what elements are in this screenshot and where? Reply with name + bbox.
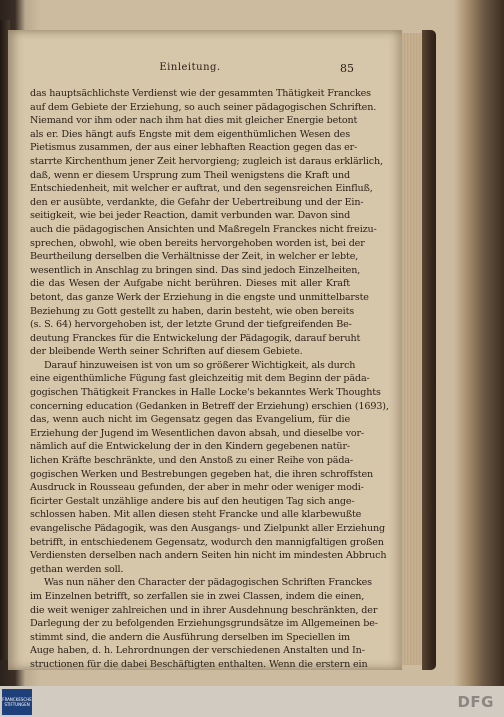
text-line: auch die pädagogischen Ansichten und Maßregeln Franckes nicht freizu- — [30, 223, 377, 235]
library-logo-line: STIFTUNGEN — [4, 702, 30, 707]
text-line: Entschiedenheit, mit welcher er auftrat, und den segensreichen Einfluß, — [30, 183, 373, 195]
library-logo — [2, 689, 32, 715]
text-line: eine eigenthümliche Fügung fast gleichzeitig mit dem Beginn der päda- — [30, 373, 370, 385]
page-number: 85 — [340, 62, 354, 75]
text-line: im Einzelnen betrifft, so zerfallen sie in zwei Classen, indem die einen, — [30, 590, 365, 602]
text-line: das, wenn auch nicht im Gegensatz gegen das Evangelium, für die — [30, 414, 350, 426]
text-line: stimmt sind, die andern die Ausführung derselben im Speciellen im — [30, 631, 350, 643]
body-text — [30, 87, 389, 672]
text-line: seitigkeit, wie bei jeder Reaction, damit verbunden war. Davon sind — [30, 210, 351, 222]
text-line: als er. Dies hängt aufs Engste mit dem eigenthümlichen Wesen des — [30, 128, 350, 140]
text-line: Pietismus zusammen, der aus einer lebhaften Reaction gegen das er- — [30, 142, 358, 154]
text-line: (s. S. 64) hervorgehoben ist, der letzte Grund der tiefgreifenden Be- — [30, 319, 352, 331]
text-line: nämlich auf die Entwickelung der in den Kindern gegebenen natür- — [30, 441, 350, 453]
text-line: Ausdruck in Rousseau gefunden, der aber in mehr oder weniger modi- — [30, 482, 364, 494]
text-line: sprechen, obwohl, wie oben bereits hervorgehoben worden ist, bei der — [30, 237, 365, 249]
text-line: betrifft, in entschiedenem Gegensatz, wodurch den mannigfaltigen großen — [30, 536, 384, 548]
text-line: Darlegung der zu befolgenden Erziehungsgrundsätze im Allgemeinen be- — [30, 618, 378, 630]
text-line: betont, das ganze Werk der Erziehung in die engste und unmittelbarste — [30, 291, 369, 303]
text-line: Niemand vor ihm oder nach ihm hat dies mit gleicher Energie betont — [30, 115, 358, 127]
text-line: ficirter Gestalt unzählige andere bis auf den heutigen Tag sich ange- — [30, 495, 355, 507]
text-line: Beurtheilung derselben die Verhältnisse der Zeit, in welcher er lebte, — [30, 251, 359, 263]
text-line: der bleibende Werth seiner Schriften auf diesem Gebiete. — [30, 346, 303, 358]
text-line: Erziehung der Jugend im Wesentlichen davon absah, und dieselbe vor- — [30, 427, 364, 439]
text-line: deutung Franckes für die Entwickelung der Pädagogik, darauf beruht — [30, 332, 361, 344]
text-line: lichen Kräfte beschränkte, und den Anstoß zu einer Reihe von päda- — [30, 455, 354, 467]
dfg-logo: DFG — [457, 693, 494, 711]
text-line: gogischen Thätigkeit Franckes in Halle Locke's bekanntes Werk Thoughts — [30, 387, 381, 399]
text-line: Was nun näher den Character der pädagogischen Schriften Franckes — [44, 577, 372, 589]
text-line: das hauptsächlichste Verdienst wie der gesammten Thätigkeit Franckes — [30, 88, 371, 99]
text-line: die weit weniger zahlreichen und in ihrer Ausdehnung beschränkten, der — [30, 604, 378, 616]
text-line: structionen für die dabei Beschäftigten enthalten. Wenn die erstern ein — [30, 658, 368, 670]
text-line: Auge haben, d. h. Lehrordnungen der verschiedenen Anstalten und In- — [30, 645, 365, 657]
text-line: Darauf hinzuweisen ist von um so größerer Wichtigkeit, als durch — [44, 359, 356, 371]
text-line: wesentlich in Anschlag zu bringen sind. Das sind jedoch Einzelheiten, — [30, 264, 361, 276]
page-header — [30, 62, 354, 76]
text-line: daß, wenn er diesem Ursprung zum Theil wenigstens die Kraft und — [30, 169, 350, 181]
text-line: auf dem Gebiete der Erziehung, so auch seiner pädagogischen Schriften. — [30, 101, 377, 113]
book-cover-edge — [422, 30, 436, 670]
text-line: gethan werden soll. — [30, 563, 124, 575]
text-line: starrte Kirchenthum jener Zeit hervorgieng; zugleich ist daraus erklärlich, — [30, 155, 383, 167]
text-line: schlossen haben. Mit allen diesen steht Francke und alle klarbewußte — [30, 509, 362, 521]
text-line: gogischen Werken und Bestrebungen gegeben hat, die ihren schroffsten — [30, 468, 374, 480]
text-line: die das Wesen der Aufgabe nicht berühren. Dieses mit aller Kraft — [30, 278, 350, 290]
text-line: Beziehung zu Gott gestellt zu haben, darin besteht, wie oben bereits — [30, 305, 355, 317]
text-line: Verdiensten derselben nach andern Seiten hin nicht im mindesten Abbruch — [30, 550, 387, 562]
viewer-footer — [0, 686, 504, 717]
text-line: concerning education (Gedanken in Betreff der Erziehung) erschien (1693), — [30, 400, 389, 412]
running-title: Einleitung. — [159, 62, 221, 73]
text-line: evangelische Pädagogik, was den Ausgangs- und Zielpunkt aller Erziehung — [30, 523, 386, 534]
library-logo-line: FRANCKESCHE — [2, 697, 32, 702]
text-line: den er ausübte, verdankte, die Gefahr der Uebertreibung und der Ein- — [30, 196, 364, 208]
